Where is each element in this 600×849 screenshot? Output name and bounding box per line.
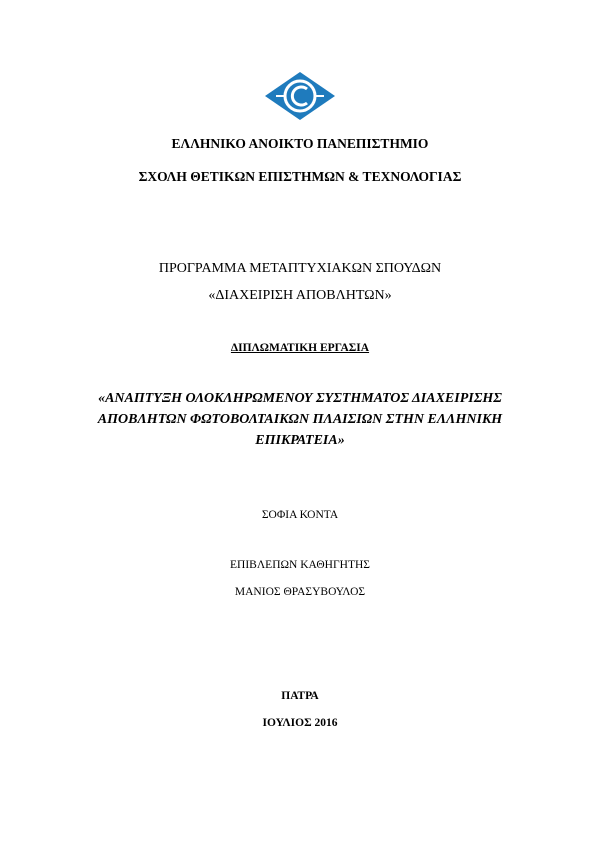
thesis-title-line: ΑΠΟΒΛΗΤΩΝ ΦΩΤΟΒΟΛΤΑΙΚΩΝ ΠΛΑΙΣΙΩΝ ΣΤΗΝ ΕΛΛΗΝΙΚΗ: [97, 412, 503, 427]
thesis-title-line: ΕΠΙΚΡΑΤΕΙΑ»: [255, 433, 345, 448]
school-name: ΣΧΟΛΗ ΘΕΤΙΚΩΝ ΕΠΙΣΤΗΜΩΝ & ΤΕΧΝΟΛΟΓΙΑΣ: [138, 169, 462, 184]
thesis-title-line: «ΑΝΑΠΤΥΞΗ ΟΛΟΚΛΗΡΩΜΕΝΟΥ ΣΥΣΤΗΜΑΤΟΣ ΔΙΑΧΕΙΡΙΣΗΣ: [98, 391, 502, 406]
university-logo-icon: [264, 71, 336, 121]
supervisor-label: ΕΠΙΒΛΕΠΩΝ ΚΑΘΗΓΗΤΗΣ: [230, 559, 370, 571]
university-name: ΕΛΛΗΝΙΚΟ ΑΝΟΙΚΤΟ ΠΑΝΕΠΙΣΤΗΜΙΟ: [171, 136, 429, 151]
program-specialization: «ΔΙΑΧΕΙΡΙΣΗ ΑΠΟΒΛΗΤΩΝ»: [208, 288, 392, 303]
supervisor-name: ΜΑΝΙΟΣ ΘΡΑΣΥΒΟΥΛΟΣ: [234, 586, 366, 598]
program-name: ΠΡΟΓΡΑΜΜΑ ΜΕΤΑΠΤΥΧΙΑΚΩΝ ΣΠΟΥΔΩΝ: [158, 261, 442, 276]
date: ΙΟΥΛΙΟΣ 2016: [262, 717, 338, 729]
thesis-type: ΔΙΠΛΩΜΑΤΙΚΗ ΕΡΓΑΣΙΑ: [230, 342, 370, 354]
city: ΠΑΤΡΑ: [281, 690, 319, 702]
author-name: ΣΟΦΙΑ ΚΟΝΤΑ: [261, 509, 339, 521]
thesis-title: [70, 388, 530, 451]
